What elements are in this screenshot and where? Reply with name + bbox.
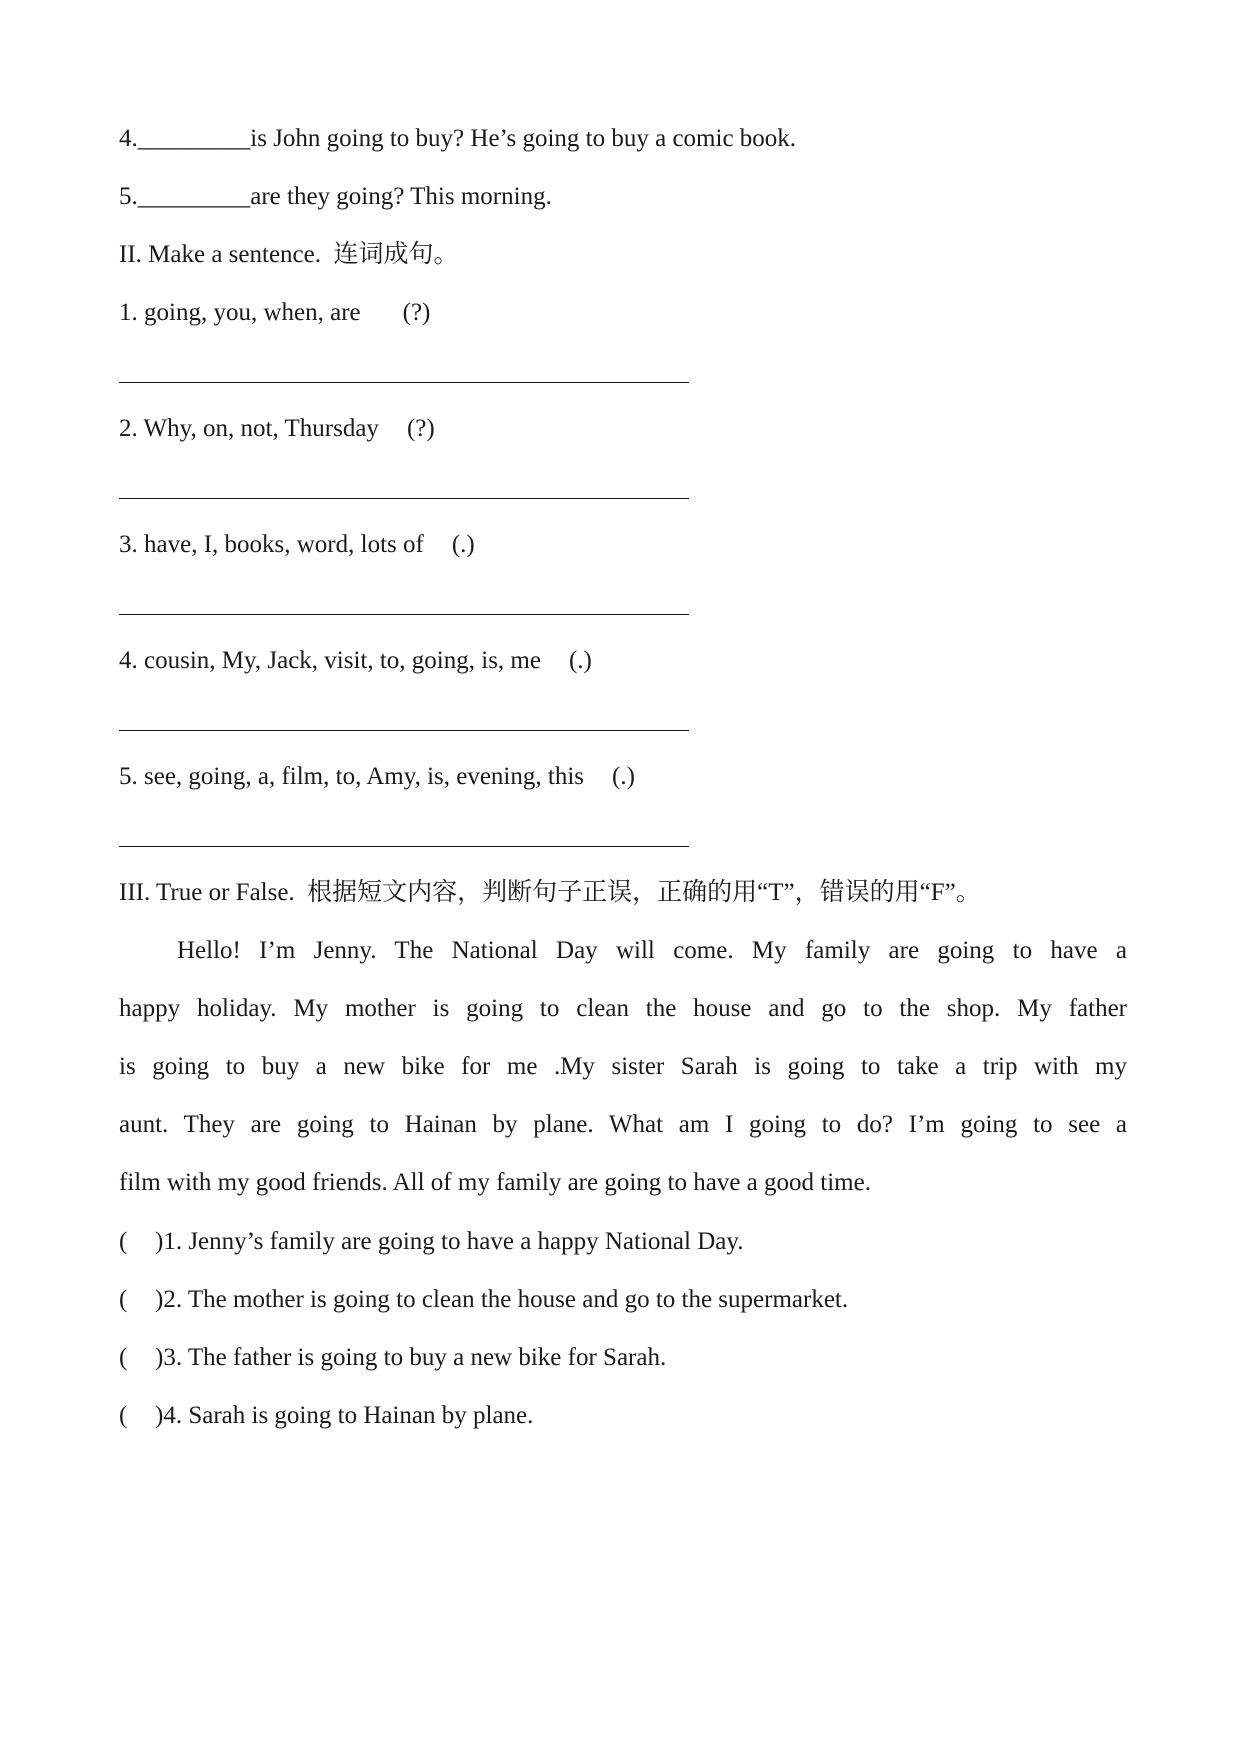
passage-line: is going to buy a new bike for me .My sister Sarah is going to take a trip with my — [119, 1053, 1127, 1080]
punctuation-hint: (?) — [406, 415, 435, 442]
item-text: are they going? This morning. — [250, 183, 552, 210]
answer-line-3[interactable] — [119, 614, 689, 615]
punctuation-hint: (.) — [612, 763, 635, 790]
sentence-item-1 — [119, 300, 430, 325]
answer-paren-close: ) — [155, 1286, 164, 1313]
blank: _________ — [137, 125, 251, 152]
answer-paren-open[interactable]: ( — [119, 1402, 128, 1429]
tf-statement-4 — [119, 1403, 533, 1428]
section-2-heading: II. Make a sentence. 连词成句。 — [119, 241, 459, 268]
fill-blank-item-4 — [119, 126, 796, 151]
answer-line-4[interactable] — [119, 730, 689, 731]
statement-text: 1. Jenny’s family are going to have a happy National Day. — [163, 1228, 744, 1255]
answer-paren-close: ) — [155, 1228, 164, 1255]
answer-paren-close: ) — [155, 1344, 164, 1371]
word-list: 3. have, I, books, word, lots of — [119, 531, 424, 558]
answer-paren-close: ) — [155, 1402, 164, 1429]
item-number: 5. — [119, 183, 138, 210]
sentence-item-4 — [119, 648, 592, 673]
punctuation-hint: (.) — [451, 531, 475, 558]
statement-text: 2. The mother is going to clean the house and go to the supermarket. — [163, 1286, 849, 1313]
passage-line: Hello! I’m Jenny. The National Day will come. My family are going to have a — [177, 937, 1127, 964]
statement-text: 4. Sarah is going to Hainan by plane. — [163, 1402, 534, 1429]
passage-line: happy holiday. My mother is going to clean the house and go to the shop. My father — [119, 995, 1127, 1022]
answer-paren-open[interactable]: ( — [119, 1228, 128, 1255]
item-text: is John going to buy? He’s going to buy a comic book. — [250, 125, 797, 152]
word-list: 1. going, you, when, are — [119, 299, 361, 326]
word-list: 4. cousin, My, Jack, visit, to, going, is, me — [119, 647, 541, 674]
tf-statement-3 — [119, 1345, 666, 1370]
passage-line: aunt. They are going to Hainan by plane. What am I going to do? I’m going to see a — [119, 1111, 1127, 1138]
tf-statement-1 — [119, 1229, 744, 1254]
word-list: 2. Why, on, not, Thursday — [119, 415, 379, 442]
blank: _________ — [137, 183, 251, 210]
word-list: 5. see, going, a, film, to, Amy, is, evening, this — [119, 763, 585, 790]
statement-text: 3. The father is going to buy a new bike for Sarah. — [163, 1344, 667, 1371]
section-3-heading: III. True or False. 根据短文内容，判断句子正误，正确的用“T”，错误的用“F”。 — [119, 879, 981, 906]
sentence-item-2 — [119, 416, 435, 441]
punctuation-hint: (.) — [568, 647, 592, 674]
answer-paren-open[interactable]: ( — [119, 1344, 128, 1371]
answer-line-1[interactable] — [119, 382, 689, 383]
sentence-item-5 — [119, 764, 635, 789]
answer-paren-open[interactable]: ( — [119, 1286, 128, 1313]
answer-line-2[interactable] — [119, 498, 689, 499]
passage-line: film with my good friends. All of my family are going to have a good time. — [119, 1169, 871, 1196]
item-number: 4. — [119, 125, 138, 152]
punctuation-hint: (?) — [402, 299, 431, 326]
sentence-item-3 — [119, 532, 475, 557]
fill-blank-item-5 — [119, 184, 552, 209]
answer-line-5[interactable] — [119, 846, 689, 847]
tf-statement-2 — [119, 1287, 848, 1312]
